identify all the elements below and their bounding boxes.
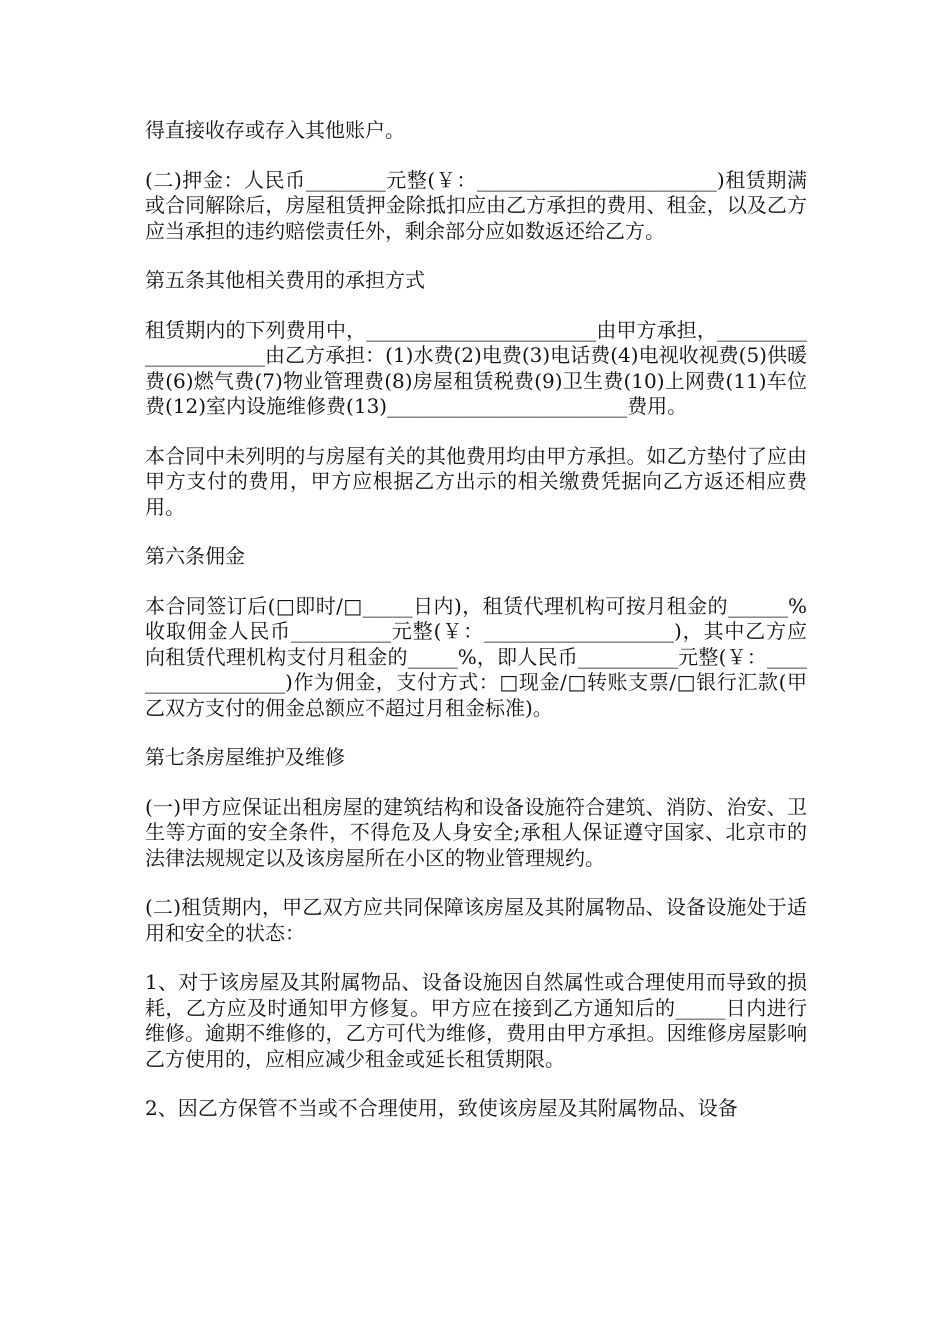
heading-article-7: 第七条房屋维护及维修 <box>145 745 345 769</box>
paragraph-deposit-account-end: 得直接收存或存入其他账户。 <box>145 118 405 142</box>
paragraph-commission: 本合同签订后(□即时/□_____日内)，租赁代理机构可按月租金的______%收取佣金人民币__________元整(￥：___________________)，其中乙方应向租赁代理机构支付月租金的_____%，即人民币__________元整(￥：__________________)作为佣金，支付方式：□现金/□转账支票/□银行汇款(甲乙双方支付的佣金总额应不超过月租金标准)。 <box>145 593 807 720</box>
paragraph-fee-allocation: 租赁期内的下列费用中，_______________________由甲方承担，_____________________由乙方承担：(1)水费(2)电费(3)电话费(4)电视收视费(5)供暖费(6)燃气费(7)物业管理费(8)房屋租赁税费(9)卫生费(10)上网费(11)车位费(12)室内设施维修费(13)________________________费用。 <box>145 317 807 418</box>
heading-article-5: 第五条其他相关费用的承担方式 <box>145 268 425 292</box>
paragraph-deposit: (二)押金：人民币________元整(￥：________________________)租赁期满或合同解除后，房屋租赁押金除抵扣应由乙方承担的费用、租金，以及乙方应当承担的违约赔偿责任外，剩余部分应如数返还给乙方。 <box>145 167 807 243</box>
paragraph-joint-maintenance: (二)租赁期内，甲乙双方应共同保障该房屋及其附属物品、设备设施处于适用和安全的状态： <box>145 895 807 945</box>
paragraph-repair-natural-wear: 1、对于该房屋及其附属物品、设备设施因自然属性或合理使用而导致的损耗，乙方应及时通知甲方修复。甲方应在接到乙方通知后的_____日内进行维修。逾期不维修的，乙方可代为维修，费用由甲方承担。因维修房屋影响乙方使用的，应相应减少租金或延长租赁期限。 <box>145 970 807 1071</box>
paragraph-improper-use: 2、因乙方保管不当或不合理使用，致使该房屋及其附属物品、设备 <box>145 1096 738 1120</box>
paragraph-other-fees: 本合同中未列明的与房屋有关的其他费用均由甲方承担。如乙方垫付了应由甲方支付的费用，甲方应根据乙方出示的相关缴费凭据向乙方返还相应费用。 <box>145 443 807 519</box>
document-page <box>145 118 807 1146</box>
paragraph-safety-obligation: (一)甲方应保证出租房屋的建筑结构和设备设施符合建筑、消防、治安、卫生等方面的安全条件，不得危及人身安全;承租人保证遵守国家、北京市的法律法规规定以及该房屋所在小区的物业管理规约。 <box>145 794 807 870</box>
heading-article-6: 第六条佣金 <box>145 544 245 568</box>
